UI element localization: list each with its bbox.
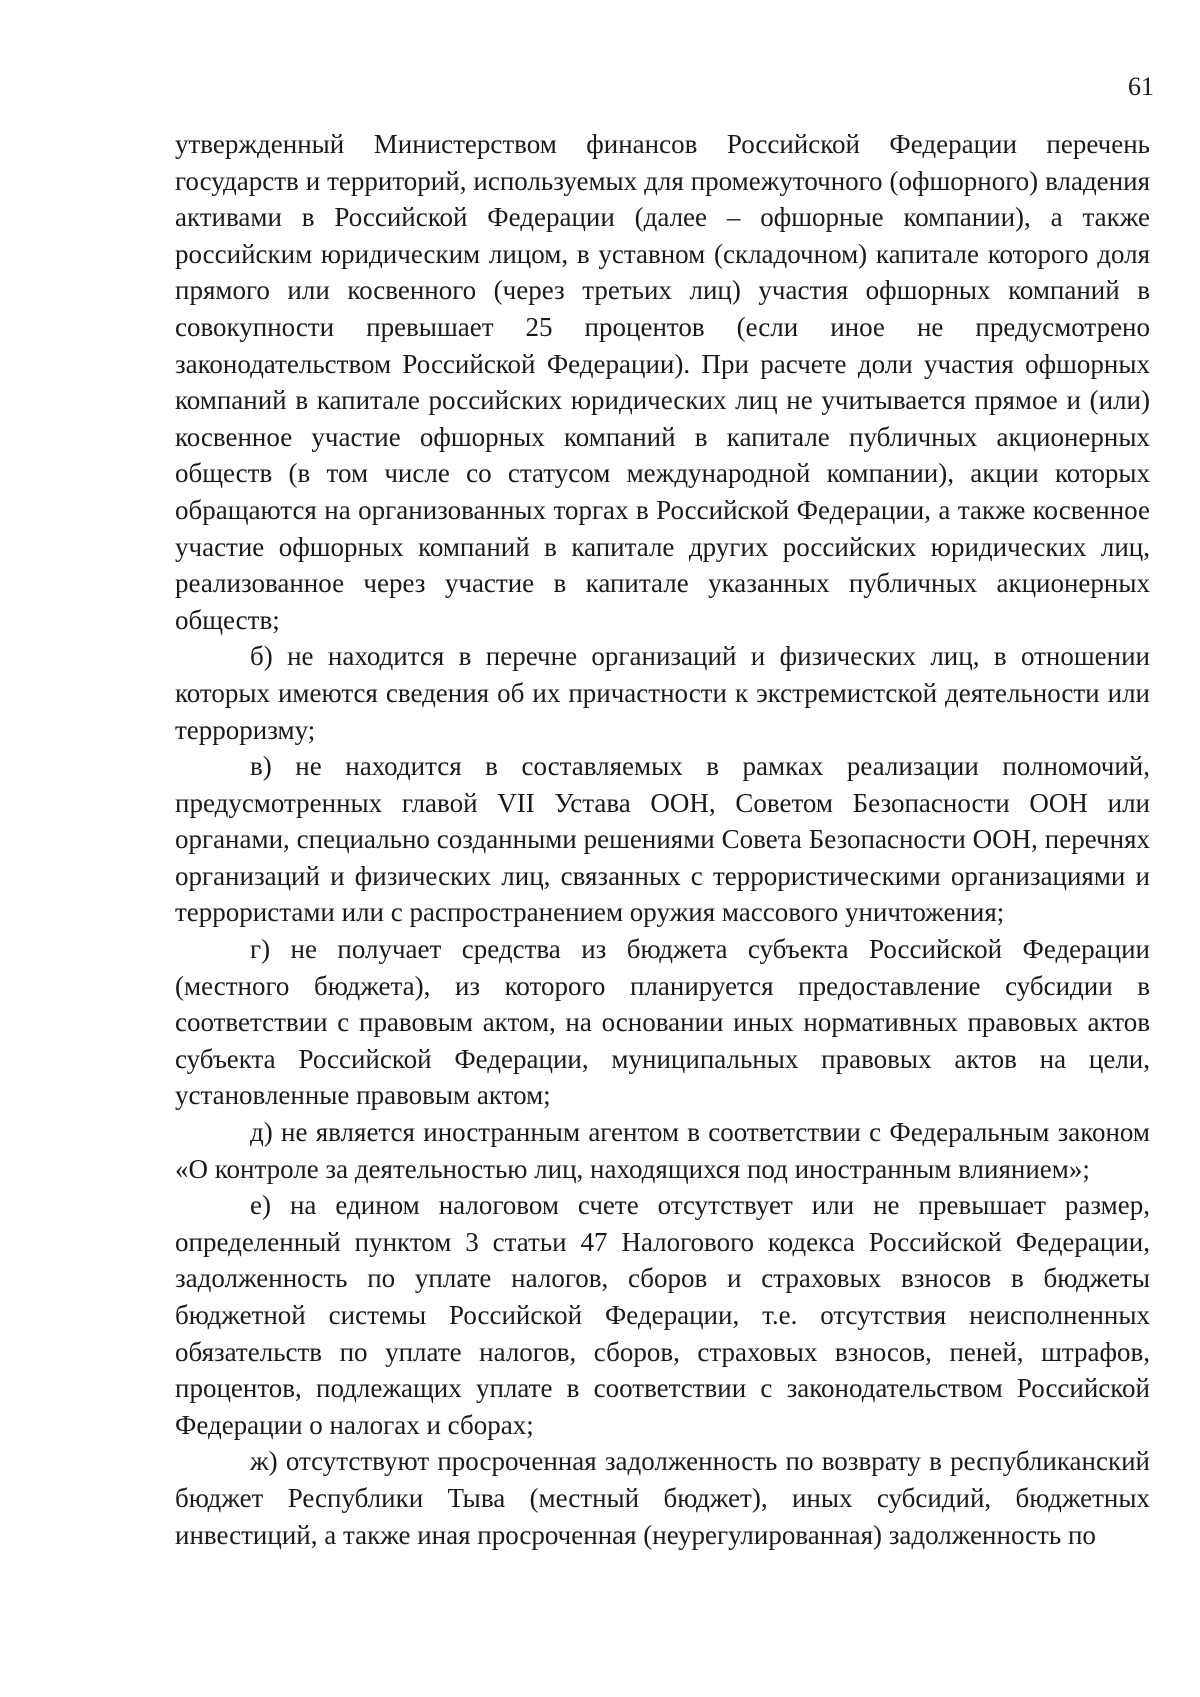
paragraph-item-b: б) не находится в перечне организаций и физических лиц, в отношении которых имеются сведения об их причастности к экстремистской деятельности или терроризму; bbox=[175, 641, 1150, 745]
paragraph-continuation: утвержденный Министерством финансов Российской Федерации перечень государств и территорий, используемых для промежуточного (офшорного) владения активами в Российской Федерации (далее – офшорные компании), а также российским юридическим лицом, в уставном (складочном) капитале которого доля прямого или косвенного (через третьих лиц) участия офшорных компаний в совокупности превышает 25 процентов (если иное не предусмотрено законодательством Российской Федерации). При расчете доли участия офшорных компаний в капитале российских юридических лиц не учитывается прямое и (или) косвенное участие офшорных компаний в капитале публичных акционерных обществ (в том числе со статусом международной компании), акции которых обращаются на организованных торгах в Российской Федерации, а также косвенное участие офшорных компаний в капитале других российских юридических лиц, реализованное через участие в капитале указанных публичных акционерных обществ; bbox=[175, 129, 1150, 635]
page-number: 61 bbox=[1128, 72, 1154, 101]
paragraph-item-d: д) не является иностранным агентом в соответствии с Федеральным законом «О контроле за деятельностью лиц, находящихся под иностранным влиянием»; bbox=[175, 1117, 1150, 1184]
document-body bbox=[175, 126, 1150, 1553]
paragraph-item-e: е) на едином налоговом счете отсутствует или не превышает размер, определенный пунктом 3 статьи 47 Налогового кодекса Российской Федерации, задолженность по уплате налогов, сборов и страховых взносов в бюджеты бюджетной системы Российской Федерации, т.е. отсутствия неисполненных обязательств по уплате налогов, сборов, страховых взносов, пеней, штрафов, процентов, подлежащих уплате в соответствии с законодательством Российской Федерации о налогах и сборах; bbox=[175, 1190, 1150, 1440]
paragraph-item-g: г) не получает средства из бюджета субъекта Российской Федерации (местного бюджета), из которого планируется предоставление субсидии в соответствии с правовым актом, на основании иных нормативных правовых актов субъекта Российской Федерации, муниципальных правовых актов на цели, установленные правовым актом; bbox=[175, 934, 1150, 1111]
paragraph-item-zh: ж) отсутствуют просроченная задолженность по возврату в республиканский бюджет Республики Тыва (местный бюджет), иных субсидий, бюджетных инвестиций, а также иная просроченная (неурегулированная) задолженность по bbox=[175, 1446, 1150, 1550]
paragraph-item-v: в) не находится в составляемых в рамках реализации полномочий, предусмотренных главой VII Устава ООН, Советом Безопасности ООН или органами, специально созданными решениями Совета Безопасности ООН, перечнях организаций и физических лиц, связанных с террористическими организациями и террористами или с распространением оружия массового уничтожения; bbox=[175, 751, 1150, 928]
